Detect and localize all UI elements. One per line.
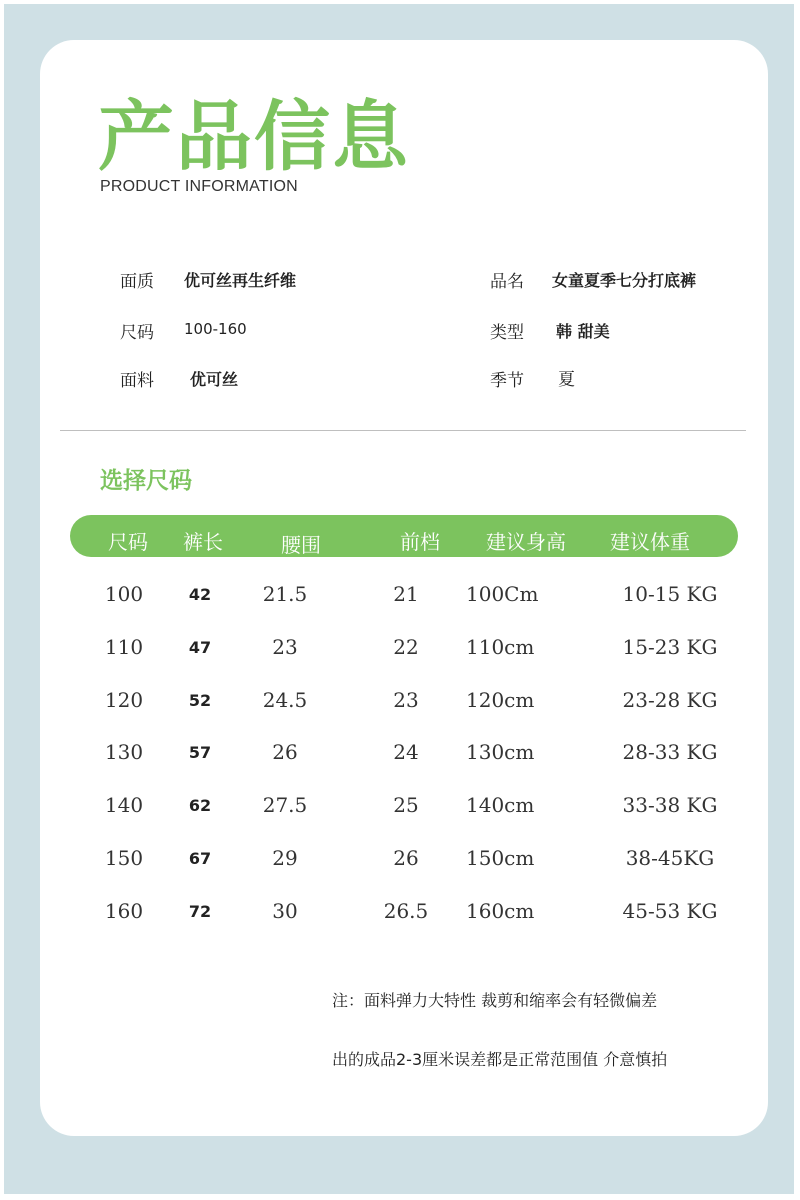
- cell-size: 150: [104, 846, 144, 870]
- cell-front-rise: 23: [393, 687, 419, 712]
- cell-size: 140: [104, 793, 144, 818]
- info-value-type: 韩 甜美: [556, 322, 610, 341]
- cell-size: 120: [104, 687, 144, 712]
- cell-front-rise: 26: [393, 846, 419, 870]
- product-info-card: [40, 40, 768, 1136]
- cell-waist: 23: [272, 634, 298, 659]
- cell-height: 130cm: [466, 740, 535, 765]
- cell-front-rise: 26.5: [383, 898, 429, 923]
- cell-height: 110cm: [466, 634, 535, 659]
- cell-height: 100Cm: [466, 582, 539, 606]
- cell-weight: 23-28 KG: [622, 687, 718, 712]
- cell-waist: 30: [272, 898, 298, 923]
- note-line-2: 出的成品2-3厘米误差都是正常范围值 介意慎拍: [332, 1050, 668, 1069]
- column-header-height: 建议身高: [486, 530, 566, 554]
- page-title: 产品信息: [98, 92, 410, 181]
- cell-weight: 10-15 KG: [622, 582, 718, 606]
- info-label-fabric-quality: 面质: [120, 272, 154, 292]
- cell-front-rise: 25: [393, 793, 419, 818]
- cell-pant-length: 52: [188, 690, 212, 710]
- cell-weight: 38-45KG: [625, 846, 715, 870]
- info-value-fabric-quality: 优可丝再生纤维: [184, 271, 297, 290]
- cell-size: 130: [104, 740, 144, 765]
- cell-size: 160: [104, 898, 144, 923]
- info-label-type: 类型: [490, 323, 524, 343]
- cell-front-rise: 22: [393, 634, 419, 659]
- page-subtitle: PRODUCT INFORMATION: [100, 178, 298, 195]
- info-label-material: 面料: [120, 371, 154, 391]
- column-header-size: 尺码: [108, 530, 148, 554]
- cell-height: 150cm: [466, 846, 535, 870]
- cell-weight: 15-23 KG: [622, 634, 718, 659]
- column-header-pant-length: 裤长: [183, 530, 223, 554]
- info-value-material: 优可丝: [190, 370, 239, 389]
- cell-front-rise: 24: [393, 740, 419, 765]
- cell-waist: 26: [272, 740, 298, 765]
- size-table-header: [70, 515, 738, 557]
- cell-height: 140cm: [466, 793, 535, 818]
- cell-pant-length: 62: [188, 796, 212, 816]
- cell-pant-length: 42: [188, 585, 212, 604]
- cell-size: 110: [104, 634, 144, 659]
- info-value-product-name: 女童夏季七分打底裤: [552, 271, 697, 290]
- info-value-season: 夏: [558, 370, 575, 390]
- cell-waist: 27.5: [262, 793, 308, 818]
- info-label-season: 季节: [490, 371, 524, 391]
- cell-pant-length: 67: [188, 849, 212, 868]
- column-header-waist: 腰围: [281, 533, 321, 557]
- divider: [60, 430, 746, 431]
- cell-front-rise: 21: [393, 582, 419, 606]
- cell-height: 120cm: [466, 687, 535, 712]
- cell-weight: 28-33 KG: [622, 740, 718, 765]
- note-line-1: 注：面料弹力大特性 裁剪和缩率会有轻微偏差: [332, 991, 658, 1010]
- cell-waist: 24.5: [262, 687, 308, 712]
- cell-waist: 21.5: [262, 582, 308, 606]
- cell-weight: 33-38 KG: [622, 793, 718, 818]
- cell-waist: 29: [272, 846, 298, 870]
- column-header-front-rise: 前档: [400, 530, 440, 554]
- cell-pant-length: 47: [188, 637, 212, 657]
- cell-pant-length: 57: [188, 743, 212, 763]
- info-value-size: 100-160: [184, 320, 247, 338]
- page-frame: [4, 4, 794, 1194]
- size-section-title: 选择尺码: [100, 468, 192, 494]
- cell-pant-length: 72: [188, 901, 212, 921]
- cell-weight: 45-53 KG: [622, 898, 718, 923]
- cell-height: 160cm: [466, 898, 535, 923]
- info-label-size: 尺码: [120, 323, 154, 343]
- column-header-weight: 建议体重: [610, 530, 690, 554]
- cell-size: 100: [104, 582, 144, 606]
- info-label-product-name: 品名: [490, 272, 524, 292]
